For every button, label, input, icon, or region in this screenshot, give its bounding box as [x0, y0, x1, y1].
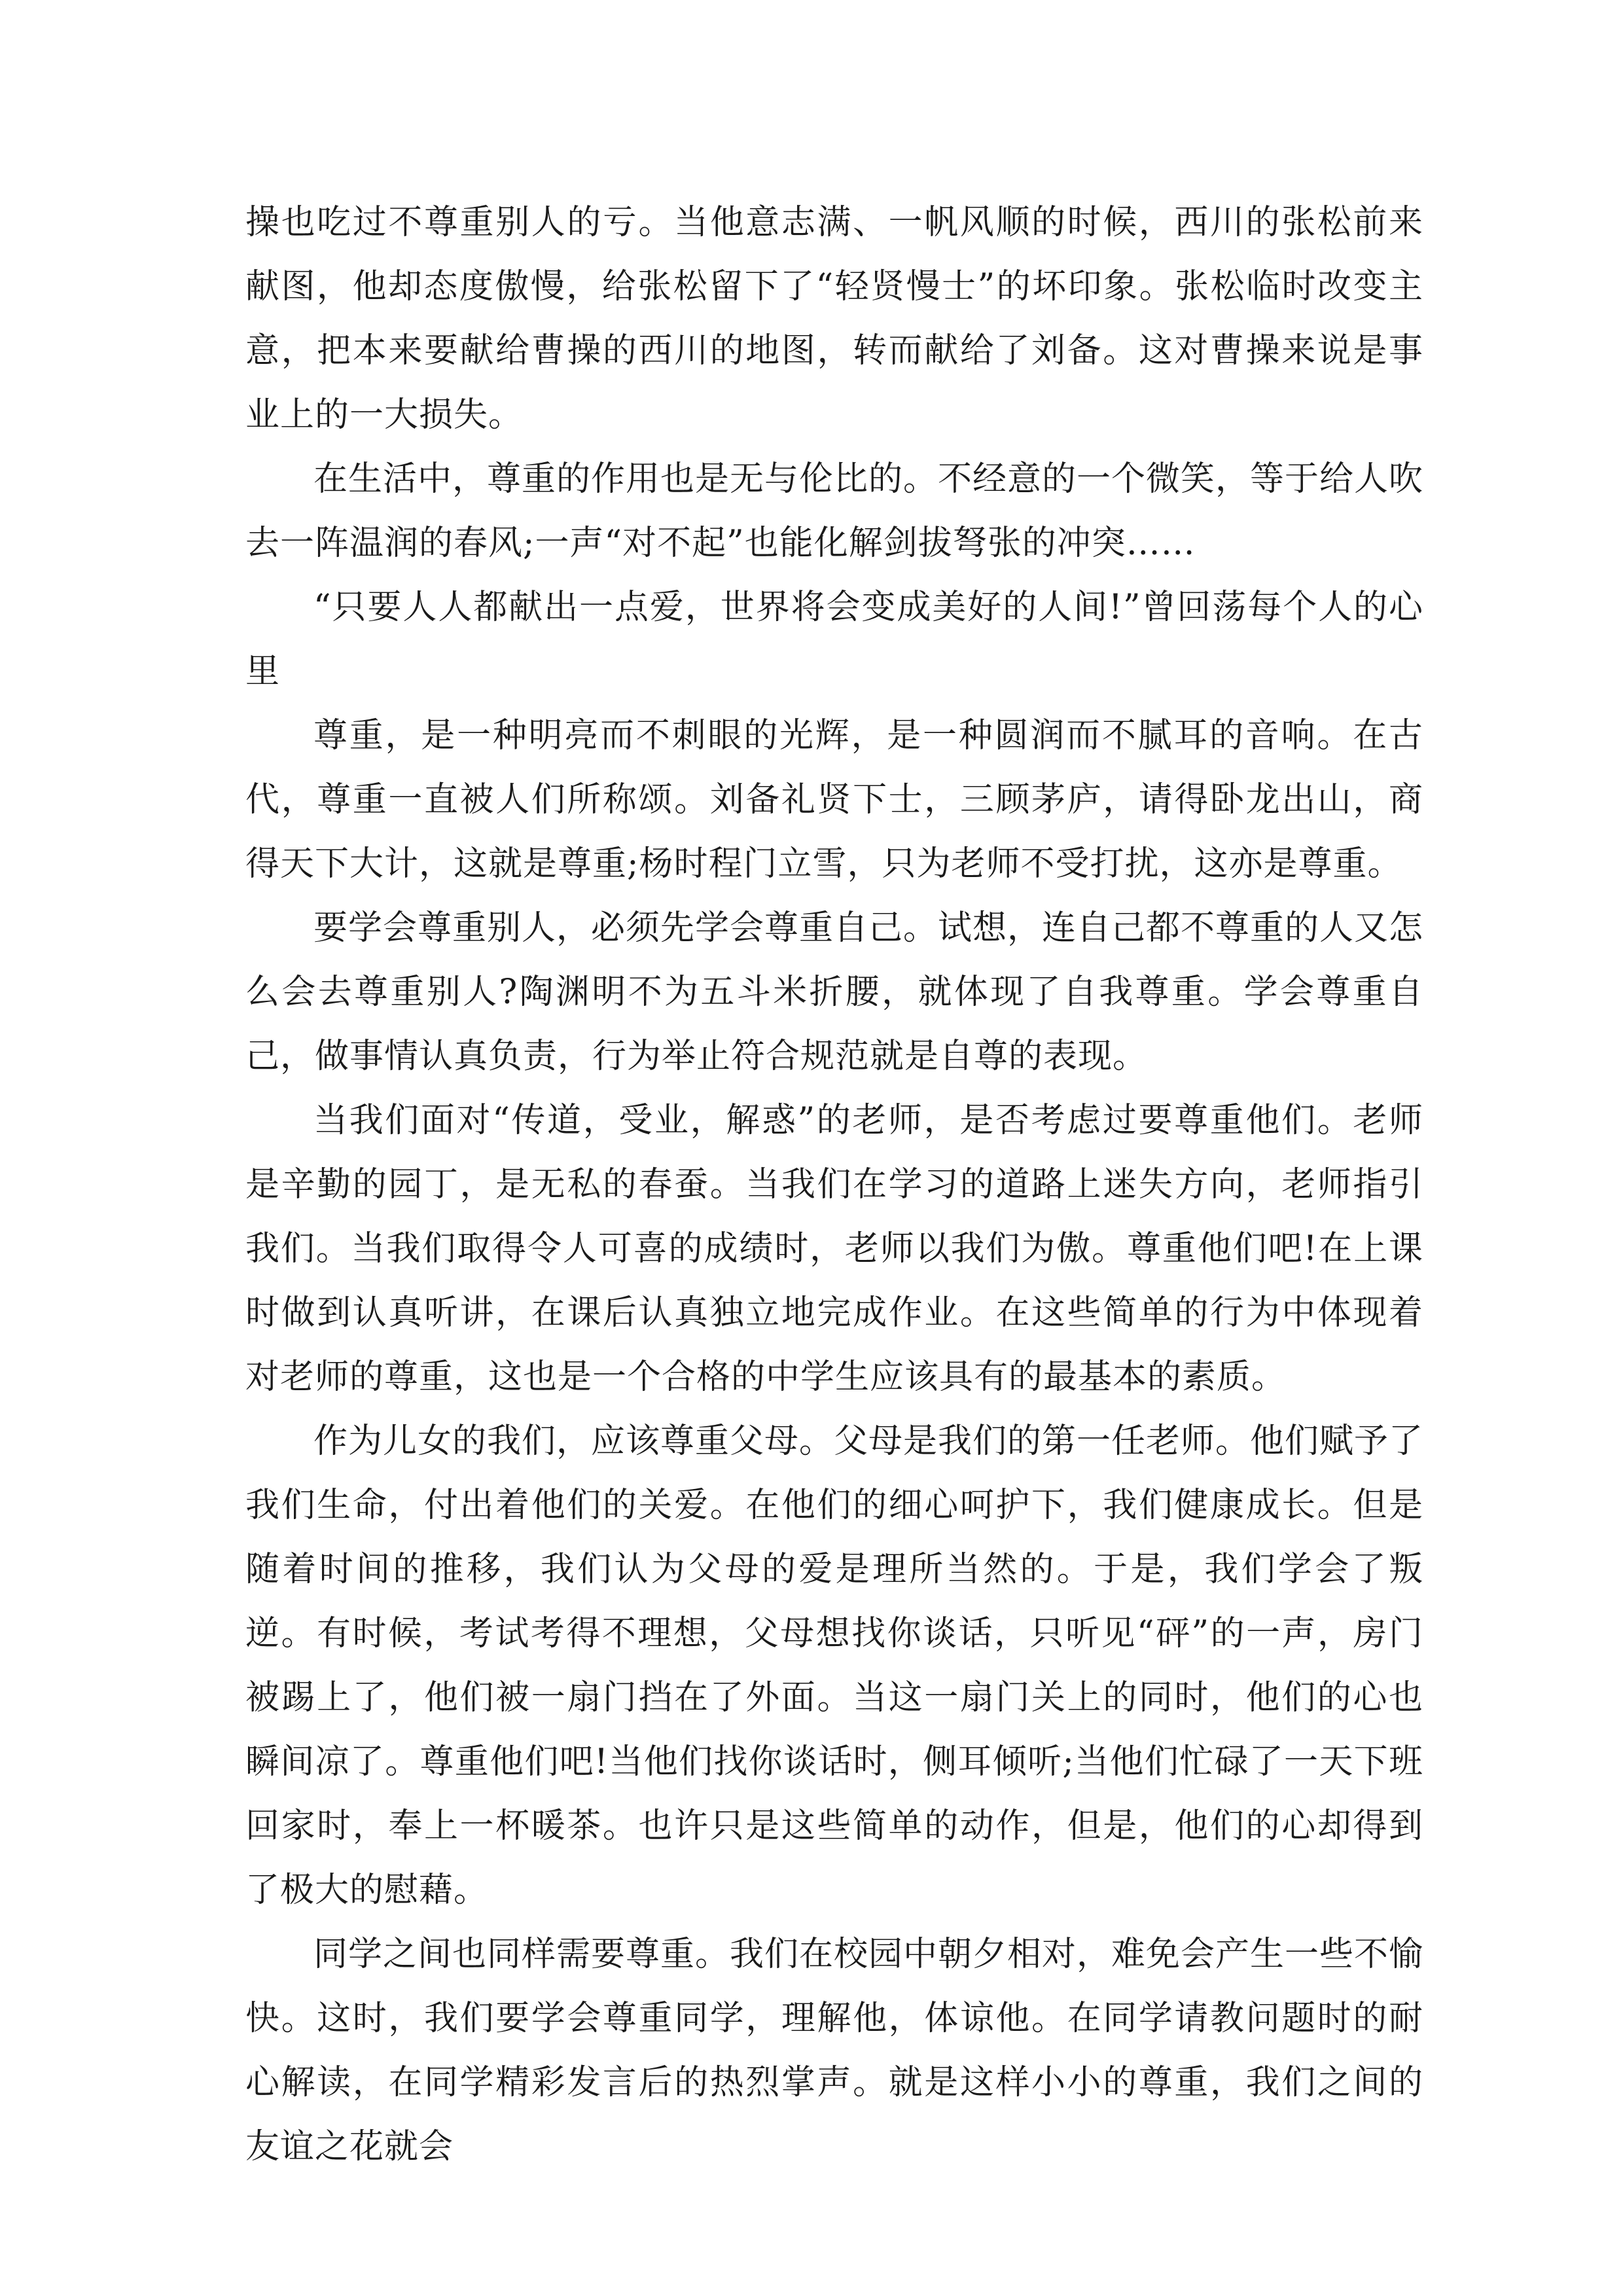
paragraph-cao-cao: 操也吃过不尊重别人的亏。当他意志满、一帆风顺的时候，西川的张松前来献图，他却态度傲慢，给张松留下了“轻贤慢士”的坏印象。张松临时改变主意，把本来要献给曹操的西川的地图，转而献给了刘备。这对曹操来说是事业上的一大损失。 — [245, 203, 1423, 435]
paragraph-ancient-respect: 尊重，是一种明亮而不刺眼的光辉，是一种圆润而不腻耳的音响。在古代，尊重一直被人们所称颂。刘备礼贤下士，三顾茅庐，请得卧龙出山，商得天下大计，这就是尊重;杨时程门立雪，只为老师不受打扰，这亦是尊重。 — [245, 716, 1423, 884]
paragraph-classmates: 同学之间也同样需要尊重。我们在校园中朝夕相对，难免会产生一些不愉快。这时，我们要学会尊重同学，理解他，体谅他。在同学请教问题时的耐心解读，在同学精彩发言后的热烈掌声。就是这样小小的尊重，我们之间的友谊之花就会 — [245, 1935, 1424, 2166]
paragraph-daily-life: 在生活中，尊重的作用也是无与伦比的。不经意的一个微笑，等于给人吹去一阵温润的春风;一声“对不起”也能化解剑拔弩张的冲突…… — [245, 459, 1424, 563]
paragraph-teachers: 当我们面对“传道，受业，解惑”的老师，是否考虑过要尊重他们。老师是辛勤的园丁，是无私的春蚕。当我们在学习的道路上迷失方向，老师指引我们。当我们取得令人可喜的成绩时，老师以我们为傲。尊重他们吧!在上课时做到认真听讲，在课后认真独立地完成作业。在这些简单的行为中体现着对老师的尊重，这也是一个合格的中学生应该具有的最基本的素质。 — [245, 1101, 1423, 1397]
paragraph-quote: “只要人人都献出一点爱，世界将会变成美好的人间!”曾回荡每个人的心里 — [245, 588, 1423, 691]
paragraph-self-respect: 要学会尊重别人，必须先学会尊重自己。试想，连自己都不尊重的人又怎么会去尊重别人?陶渊明不为五斗米折腰，就体现了自我尊重。学会尊重自己，做事情认真负责，行为举止符合规范就是自尊的表现。 — [245, 908, 1424, 1076]
paragraph-parents: 作为儿女的我们，应该尊重父母。父母是我们的第一任老师。他们赋予了我们生命，付出着他们的关爱。在他们的细心呵护下，我们健康成长。但是随着时间的推移，我们认为父母的爱是理所当然的。于是，我们学会了叛逆。有时候，考试考得不理想，父母想找你谈话，只听见“砰”的一声，房门被踢上了，他们被一扇门挡在了外面。当这一扇门关上的同时，他们的心也瞬间凉了。尊重他们吧!当他们找你谈话时，侧耳倾听;当他们忙碌了一天下班回家时，奉上一杯暖茶。也许只是这些简单的动作，但是，他们的心却得到了极大的慰藉。 — [245, 1422, 1424, 1910]
article-body — [245, 190, 1423, 2179]
